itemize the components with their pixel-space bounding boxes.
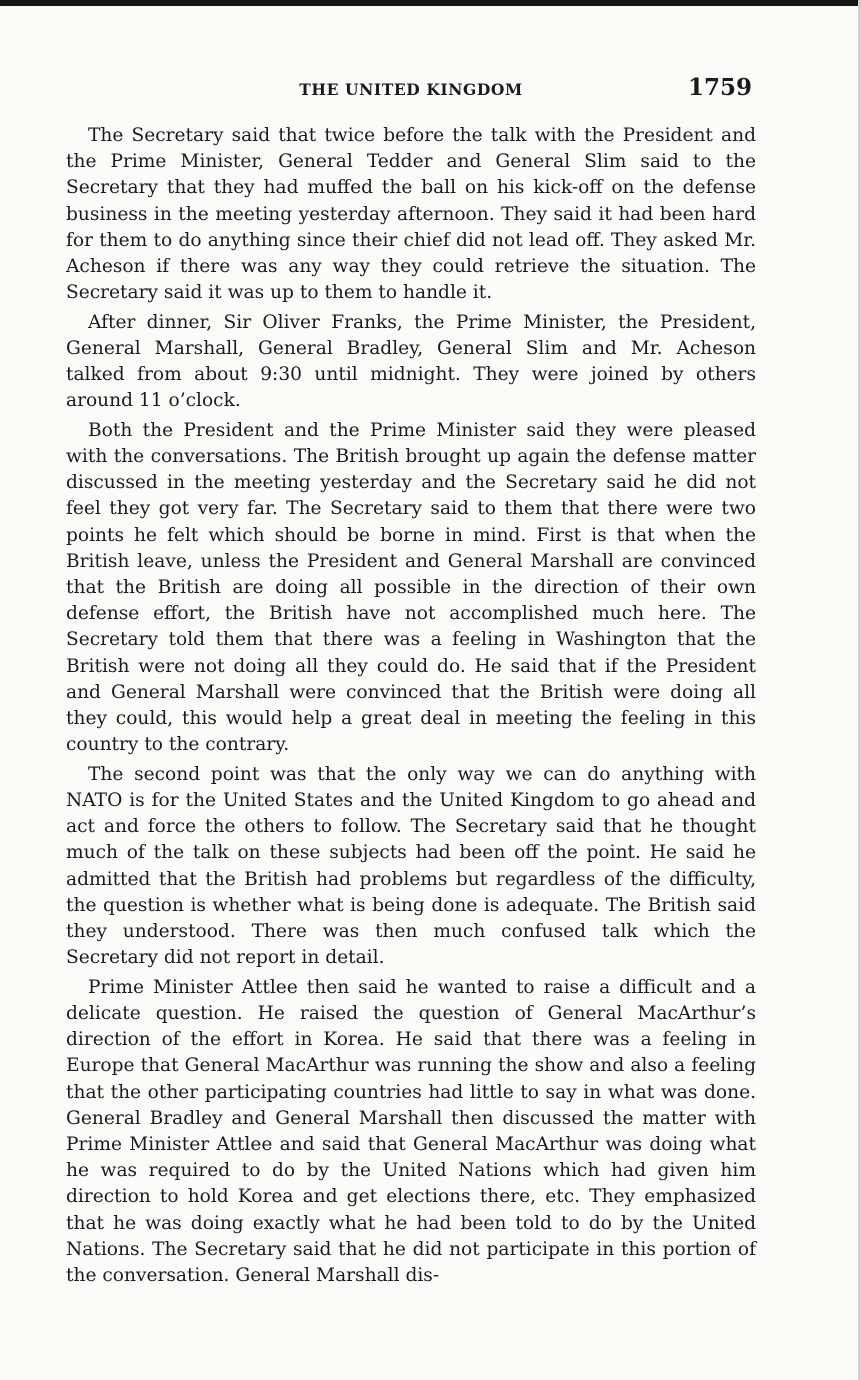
paragraph-4: The second point was that the only way we can do anything with NATO is for the United States and the United Kingdom to go ahead and act and force the others to follow. The Secretary said that he thought much of the talk on these subjects had been off the point. He said he admitted that the British had problems but regardless of the difficulty, the question is whether what is being done is adequate. The British said they understood. There was then much confused talk which the Secretary did not report in detail. xyxy=(66,763,756,969)
body-text xyxy=(66,123,756,1292)
page-top-edge xyxy=(0,0,861,6)
paragraph-3: Both the President and the Prime Minister said they were pleased with the conversations. The British brought up again the defense matter discussed in the meeting yesterday and the Secretary said he did not feel they got very far. The Secretary said to them that there were two points he felt which should be borne in mind. First is that when the British leave, unless the President and General Marshall are convinced that the British are doing all possible in the direction of their own defense effort, the British have not accomplished much here. The Secretary told them that there was a feeling in Washington that the British were not doing all they could do. He said that if the President and General Marshall were convinced that the British were doing all they could, this would help a great deal in meeting the feeling in this country to the contrary. xyxy=(66,419,756,756)
page-number: 1759 xyxy=(687,74,752,101)
running-head xyxy=(66,76,756,110)
running-head-title: THE UNITED KINGDOM xyxy=(299,80,523,99)
paragraph-2: After dinner, Sir Oliver Franks, the Prime Minister, the President, General Marshall, General Bradley, General Slim and Mr. Acheson talked from about 9:30 until midnight. They were joined by others around 11 o’clock. xyxy=(66,311,756,412)
paragraph-1: The Secretary said that twice before the talk with the President and the Prime Minister, General Tedder and General Slim said to the Secretary that they had muffed the ball on his kick-off on the defense business in the meeting yesterday afternoon. They said it had been hard for them to do anything since their chief did not lead off. They asked Mr. Acheson if there was any way they could retrieve the situation. The Secretary said it was up to them to handle it. xyxy=(66,125,756,304)
paragraph-5: Prime Minister Attlee then said he wanted to raise a difficult and a delicate question. He raised the question of General MacArthur’s direction of the effort in Korea. He said that there was a feeling in Europe that General MacArthur was running the show and also a feeling that the other participating countries had little to say in what was done. General Bradley and General Marshall then discussed the matter with Prime Minister Attlee and said that General MacArthur was doing what he was required to do by the United Nations which had given him direction to hold Korea and get elections there, etc. They emphasized that he was doing exactly what he had been told to do by the United Nations. The Secretary said that he did not participate in this portion of the conversation. General Marshall dis- xyxy=(66,976,756,1286)
